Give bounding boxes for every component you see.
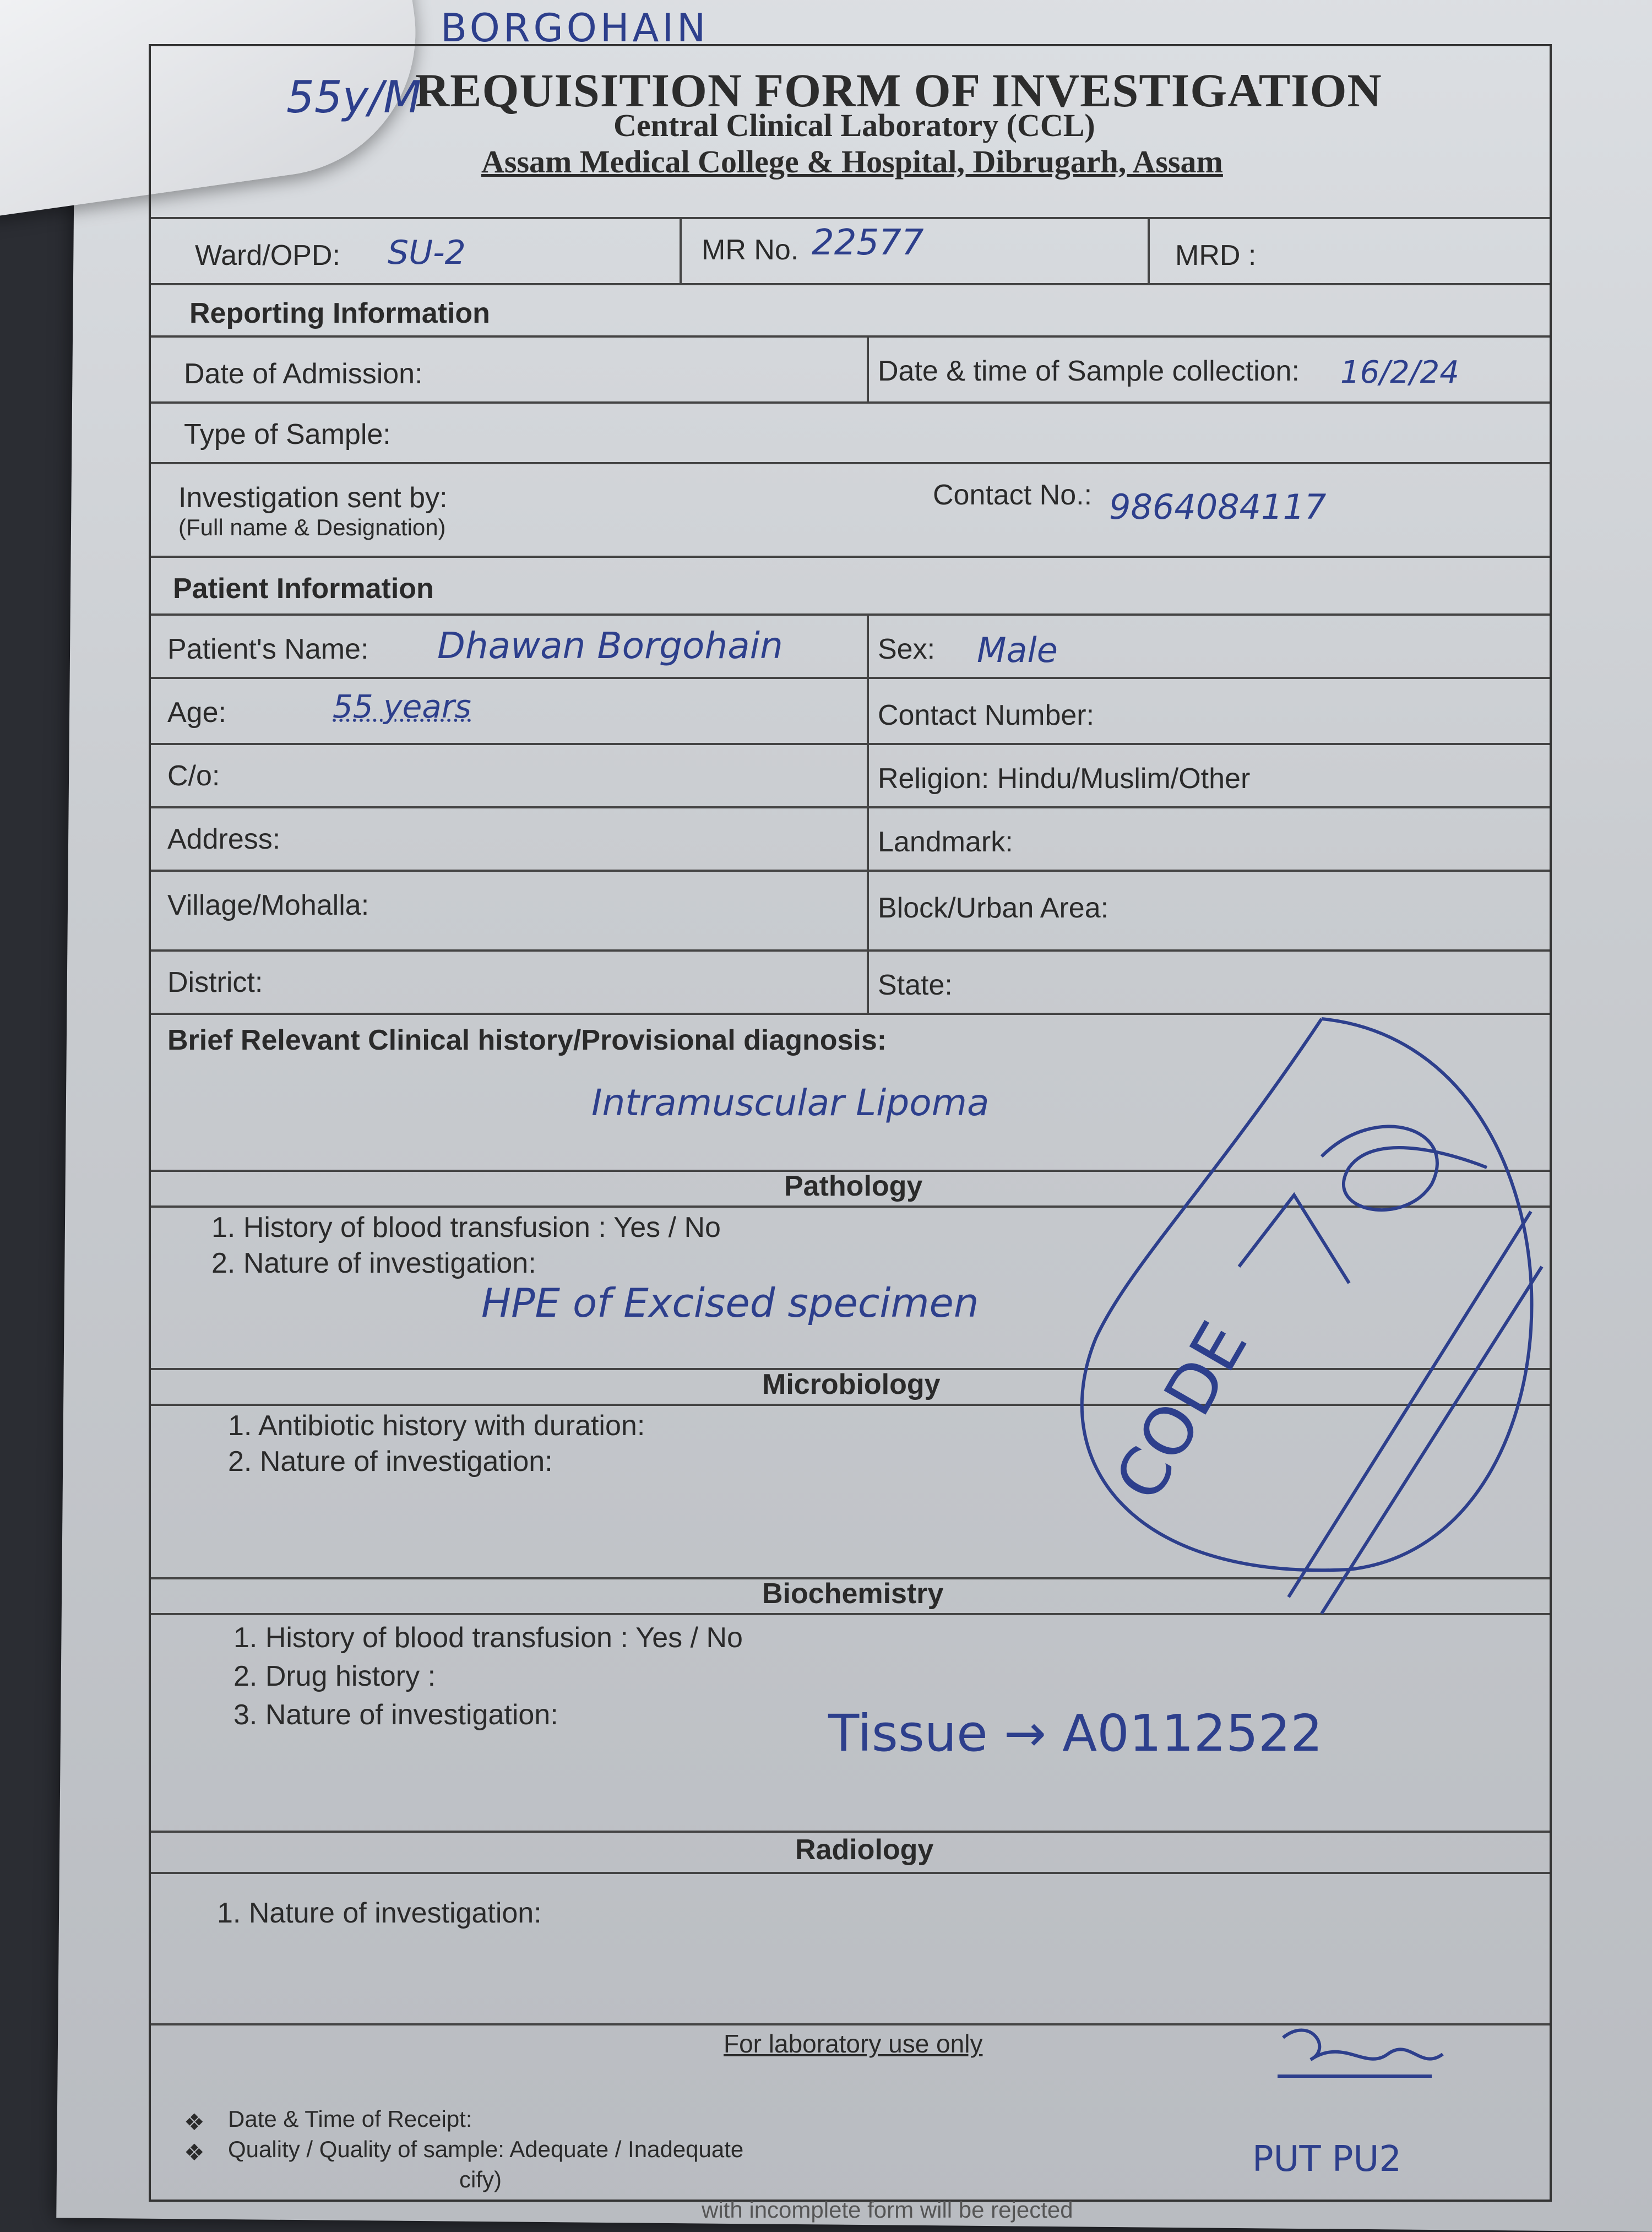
mr-value[interactable]: 22577	[812, 222, 924, 263]
reporting-heading: Reporting Information	[189, 297, 490, 329]
biochemistry-heading: Biochemistry	[762, 1578, 944, 1610]
contact-number-label: Contact Number:	[878, 699, 1095, 731]
biochemistry-item-1: 1. History of blood transfusion : Yes / No	[233, 1622, 743, 1654]
pathology-item-1: 1. History of blood transfusion : Yes / No	[211, 1212, 721, 1243]
pathology-heading: Pathology	[784, 1170, 923, 1202]
collection-value[interactable]: 16/2/24	[1340, 355, 1459, 390]
religion-label: Religion: Hindu/Muslim/Other	[878, 763, 1251, 795]
sex-label: Sex:	[878, 633, 936, 665]
microbiology-item-2: 2. Nature of investigation:	[228, 1446, 553, 1478]
ids-row	[151, 217, 1550, 219]
institution-name: Assam Medical College & Hospital, Dibrugarh, Assam	[481, 144, 1223, 180]
care-of-label: C/o:	[167, 760, 220, 792]
receipt-label: Date & Time of Receipt:	[228, 2106, 472, 2132]
code-stamp-text: CODE	[1101, 1310, 1263, 1513]
quality-label: Quality / Quality of sample: Adequate / Inadequate	[228, 2136, 744, 2162]
biochemistry-value[interactable]: Tissue → A0112522	[828, 1704, 1323, 1763]
patient-heading: Patient Information	[173, 573, 434, 605]
age-value[interactable]: 55 years	[333, 688, 471, 725]
collection-label: Date & time of Sample collection:	[878, 355, 1300, 387]
microbiology-heading: Microbiology	[762, 1368, 941, 1400]
biochemistry-item-3: 3. Nature of investigation:	[233, 1699, 558, 1731]
pathology-item-2: 2. Nature of investigation:	[211, 1247, 536, 1279]
sex-value[interactable]: Male	[977, 630, 1058, 670]
requisition-form	[149, 44, 1552, 2223]
footer-note: with incomplete form will be rejected	[702, 2197, 1073, 2223]
landmark-label: Landmark:	[878, 826, 1013, 858]
mr-label: MR No.	[702, 234, 799, 266]
sent-by-label: Investigation sent by:	[178, 482, 448, 514]
lab-use-heading: For laboratory use only	[724, 2029, 983, 2058]
radiology-heading: Radiology	[795, 1834, 934, 1866]
biochemistry-item-2: 2. Drug history :	[233, 1660, 436, 1692]
pathology-value[interactable]: HPE of Excised specimen	[481, 1280, 979, 1326]
sent-by-sub: (Full name & Designation)	[178, 514, 446, 540]
contact-no-value[interactable]: 9864084117	[1109, 487, 1327, 527]
ward-value[interactable]: SU-2	[388, 233, 466, 272]
handwritten-unit-note: PUT PU2	[1252, 2139, 1402, 2180]
age-label: Age:	[167, 697, 226, 729]
lab-name: Central Clinical Laboratory (CCL)	[613, 107, 1095, 143]
state-label: State:	[878, 969, 953, 1001]
district-label: District:	[167, 966, 263, 998]
patient-name-value[interactable]: Dhawan Borgohain	[437, 624, 783, 667]
mrd-label: MRD :	[1175, 240, 1257, 271]
quality-bullet-icon: ❖	[184, 2139, 205, 2165]
handwritten-surname: BORGOHAIN	[441, 6, 709, 51]
ward-label: Ward/OPD:	[195, 240, 340, 271]
block-label: Block/Urban Area:	[878, 892, 1109, 924]
patient-name-label: Patient's Name:	[167, 633, 369, 665]
clinical-heading: Brief Relevant Clinical history/Provisional diagnosis:	[167, 1024, 887, 1056]
village-label: Village/Mohalla:	[167, 889, 369, 921]
form-title: REQUISITION FORM OF INVESTIGATION	[415, 64, 1382, 117]
sample-type-label: Type of Sample:	[184, 419, 391, 450]
radiology-item-1: 1. Nature of investigation:	[217, 1897, 542, 1929]
admission-label: Date of Admission:	[184, 358, 423, 390]
clinical-value[interactable]: Intramuscular Lipoma	[591, 1082, 990, 1124]
address-label: Address:	[167, 823, 281, 855]
specify-fragment: cify)	[459, 2166, 502, 2192]
microbiology-item-1: 1. Antibiotic history with duration:	[228, 1410, 645, 1442]
contact-no-label: Contact No.:	[933, 479, 1093, 511]
handwritten-age-sex: 55y/M	[286, 72, 422, 123]
receipt-bullet-icon: ❖	[184, 2109, 205, 2135]
